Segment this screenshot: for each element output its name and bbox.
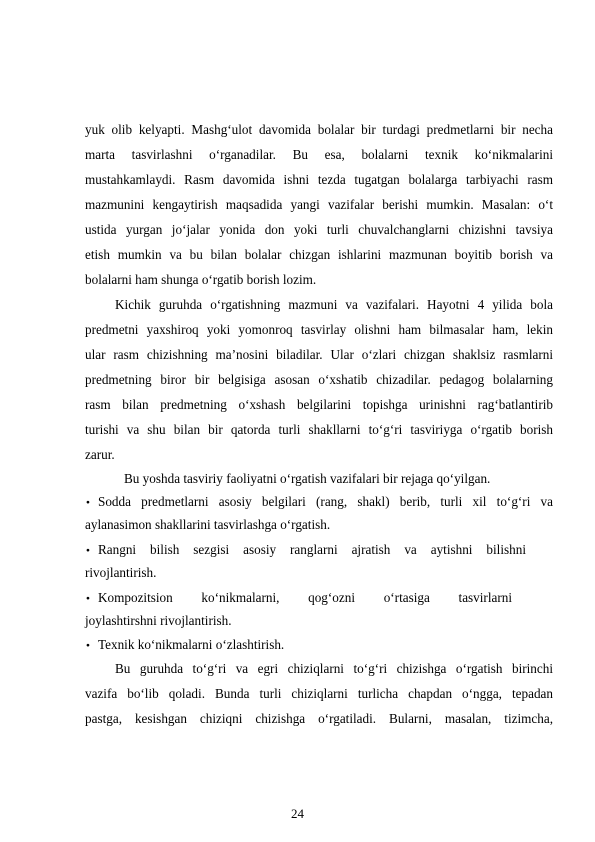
bullet-item-3: ● Kompozitsion ko‘nikmalarni, qog‘ozni o‘rtasiga tasvirlarni — [86, 590, 512, 607]
text-line-1: yuk olib kelyapti. Mashg‘ulot davomida bolalar bir turdagi predmetlarni bir necha — [85, 122, 553, 137]
text-line-24: vazifa bo‘lib qoladi. Bunda turli chiziqlarni turlicha chapdan o‘ngga, tepadan — [85, 686, 553, 701]
text-line-12: rasm bilan predmetning o‘xshash belgilarini topishga urinishni rag‘batlantirib — [85, 397, 553, 412]
text-line-25: pastga, kesishgan chiziqni chizishga o‘rgatiladi. Bularni, masalan, tizimcha, — [85, 711, 553, 726]
text-line-8: Kichik guruhda o‘rgatishning mazmuni va vazifalari. Hayotni 4 yilida bola — [115, 297, 553, 312]
text-line-2: marta tasvirlashni o‘rganadilar. Bu esa, bolalarni texnik ko‘nikmalarini — [85, 147, 553, 162]
bullet-item-3-cont: joylashtirshni rivojlantirish. — [85, 613, 232, 628]
page-number: 24 — [291, 806, 304, 821]
text-line-6: etish mumkin va bu bilan bolalar chizgan ishlarini mazmunan boyitib borish va — [85, 247, 553, 262]
text-line-10: ular rasm chizishning ma’nosini biladilar. Ular o‘zlari chizgan shaklsiz rasmlarni — [85, 347, 553, 362]
text-line-7: bolalarni ham shunga o‘rgatib borish lozim. — [85, 272, 317, 287]
text-line-5: ustida yurgan jo‘jalar yonida don yoki turli chuvalchanglarni chizishni tavsiya — [85, 222, 553, 237]
text-line-15: Bu yoshda tasviriy faoliyatni o‘rgatish vazifalari bir rejaga qo‘yilgan. — [124, 471, 491, 486]
bullet-item-2-cont: rivojlantirish. — [85, 565, 157, 580]
text-line-4: mazmunini kengaytirish maqsadida yangi vazifalar berishi mumkin. Masalan: o‘t — [85, 197, 553, 212]
text-line-14: zarur. — [85, 447, 115, 462]
text-line-3: mustahkamlaydi. Rasm davomida ishni tezda tugatgan bolalarga tarbiyachi rasm — [85, 172, 553, 187]
bullet-item-2: ● Rangni bilish sezgisi asosiy ranglarni ajratish va aytishni bilishni — [86, 542, 526, 559]
bullet-item-4: ● Texnik ko‘nikmalarni o‘zlashtirish. — [86, 637, 553, 654]
text-line-9: predmetni yaxshiroq yoki yomonroq tasvirlay olishni ham bilmasalar ham, lekin — [85, 322, 553, 337]
text-line-13: turishi va shu bilan bir qatorda turli shakllarni to‘g‘ri tasviriyga o‘rgatib borish — [85, 422, 553, 437]
text-line-11: predmetning biror bir belgisiga asosan o‘xshatib chizadilar. pedagog bolalarning — [85, 372, 553, 387]
bullet-item-1: ● Sodda predmetlarni asosiy belgilari (rang, shakl) berib, turli xil to‘g‘ri va — [86, 494, 553, 511]
text-line-23: Bu guruhda to‘g‘ri va egri chiziqlarni to‘g‘ri chizishga o‘rgatish birinchi — [115, 661, 553, 676]
bullet-item-1-cont: aylanasimon shakllarini tasvirlashga o‘rgatish. — [85, 517, 331, 532]
